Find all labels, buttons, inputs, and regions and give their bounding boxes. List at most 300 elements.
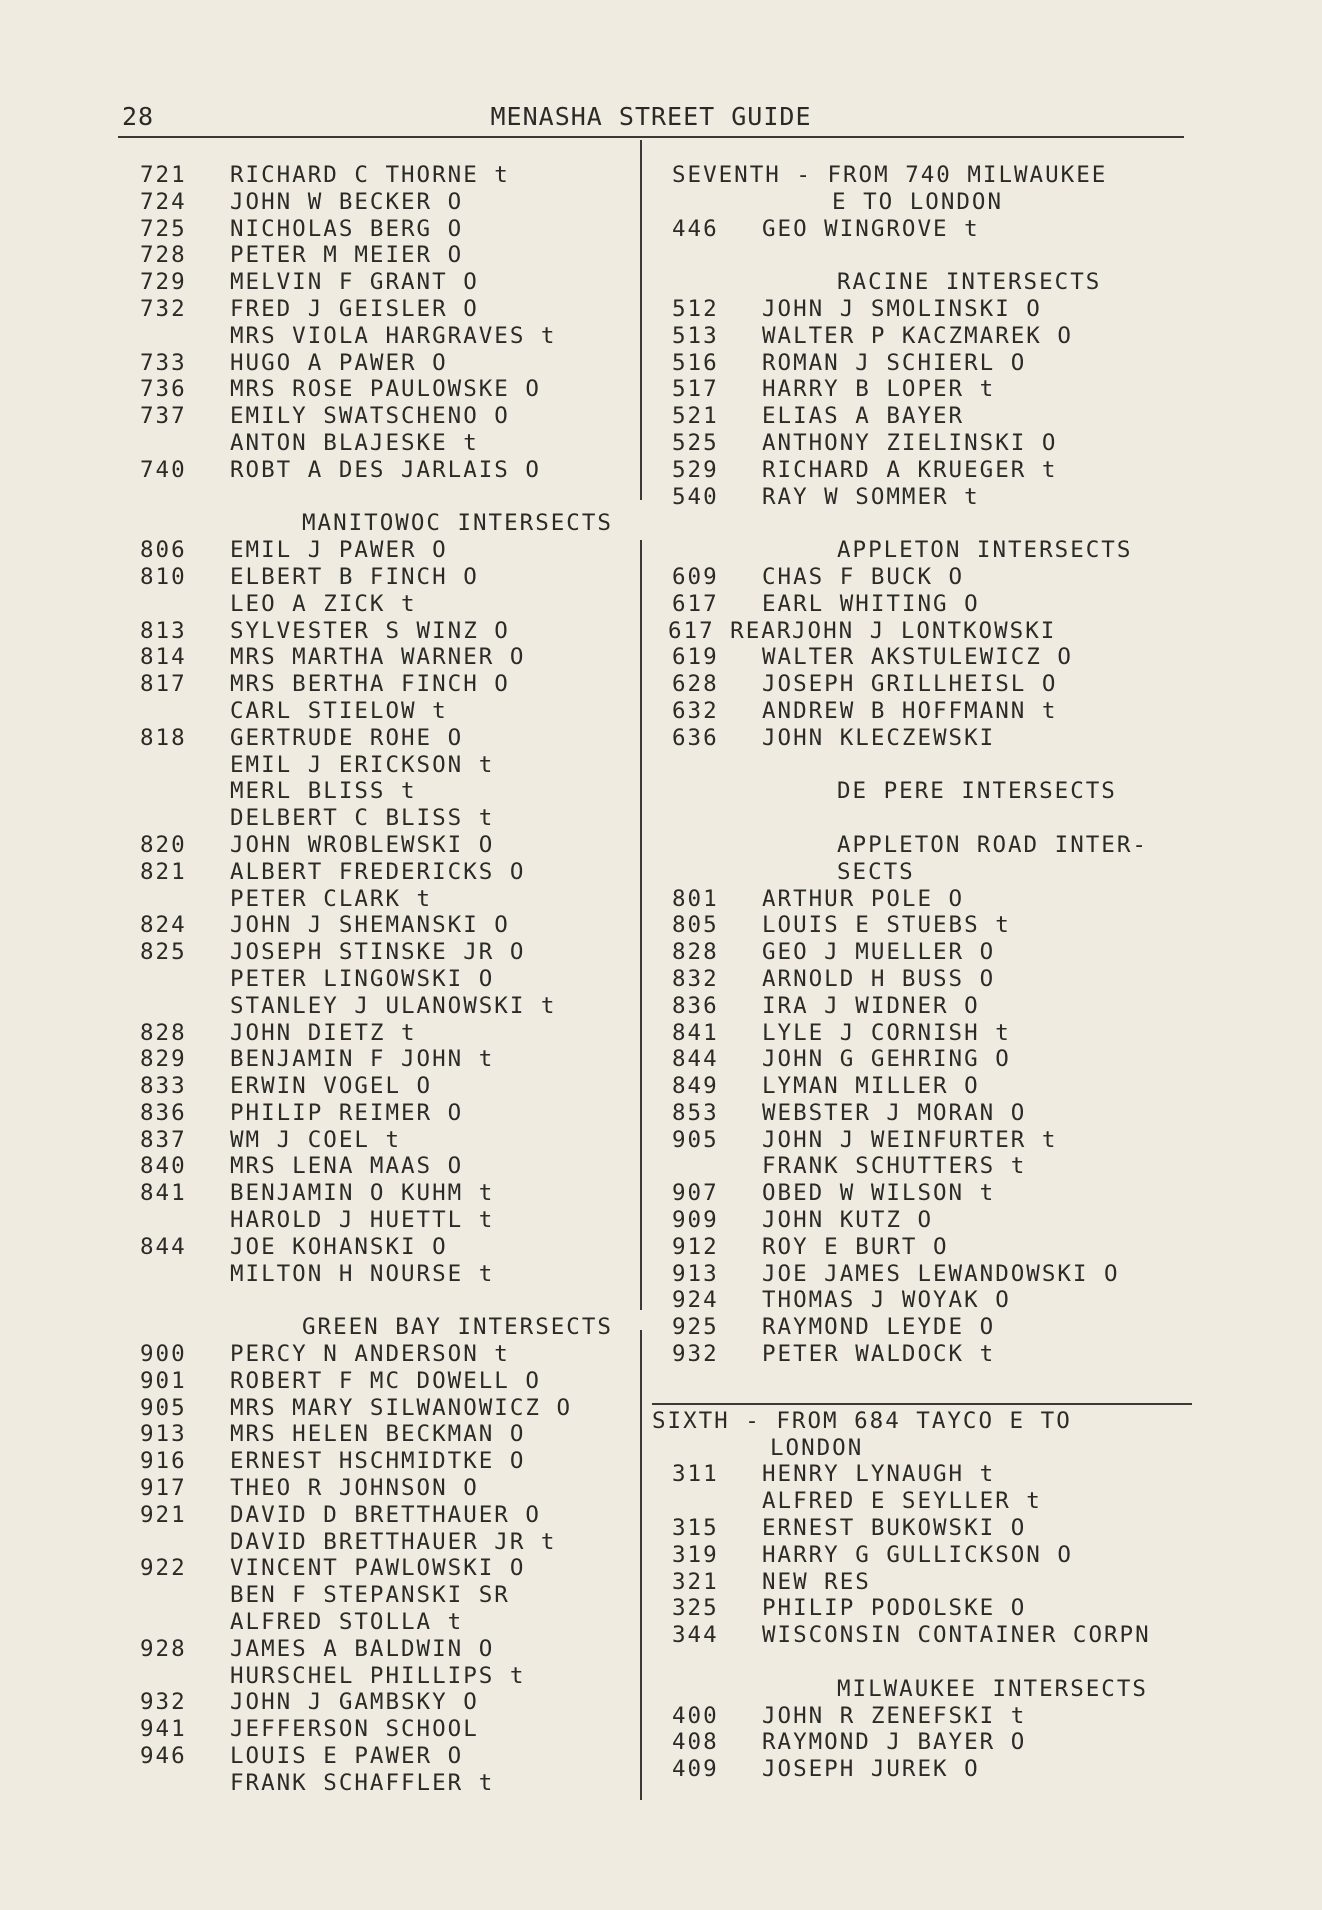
resident-name: JOHN J WEINFURTER t <box>762 1126 1058 1153</box>
resident-name: ELIAS A BAYER <box>762 403 965 430</box>
resident-name: FRED J GEISLER O <box>230 295 479 322</box>
house-number: 321 <box>672 1568 719 1595</box>
directory-entry <box>672 1207 1212 1234</box>
resident-name: JOSEPH JUREK O <box>762 1756 980 1783</box>
directory-entry <box>140 912 640 939</box>
directory-entry <box>140 1395 640 1422</box>
house-number: 617 <box>672 590 719 617</box>
resident-name: WEBSTER J MORAN O <box>762 1099 1027 1126</box>
directory-entry <box>672 912 1212 939</box>
directory-entry <box>140 725 640 752</box>
directory-entry <box>140 537 640 564</box>
house-number: 609 <box>672 563 719 590</box>
intersection-heading: RACINE INTERSECTS <box>837 269 1102 296</box>
directory-entry <box>672 1515 1212 1542</box>
resident-name: JOHN R ZENEFSKI t <box>762 1702 1027 1729</box>
resident-name: CHAS F BUCK O <box>762 563 965 590</box>
resident-name: JOHN KLECZEWSKI <box>762 724 996 751</box>
column-divider-middle <box>640 540 642 1310</box>
resident-name: RICHARD C THORNE t <box>230 162 510 188</box>
directory-entry <box>140 886 640 913</box>
house-number: 315 <box>672 1515 719 1542</box>
resident-name: RAY W SOMMER t <box>762 483 980 510</box>
directory-entry <box>140 1663 640 1690</box>
directory-entry <box>140 1689 640 1716</box>
house-number: 844 <box>140 1233 187 1260</box>
resident-name: JOHN WROBLEWSKI O <box>230 831 495 858</box>
resident-name: WALTER P KACZMAREK O <box>762 322 1073 349</box>
resident-name: HARRY B LOPER t <box>762 376 996 403</box>
resident-name: JEFFERSON SCHOOL <box>230 1716 479 1743</box>
resident-name: RAYMOND J BAYER O <box>762 1729 1027 1756</box>
house-number: 932 <box>672 1341 719 1368</box>
resident-name: RICHARD A KRUEGER t <box>762 456 1058 483</box>
house-number: 833 <box>140 1073 187 1100</box>
resident-name: FRANK SCHUTTERS t <box>762 1153 1027 1180</box>
resident-name: ROBERT F MC DOWELL O <box>230 1367 541 1394</box>
directory-entry <box>672 1595 1212 1622</box>
directory-entry <box>140 698 640 725</box>
house-number: 946 <box>140 1743 187 1770</box>
directory-entry <box>140 752 640 779</box>
directory-entry <box>140 618 640 645</box>
resident-name: MILTON H NOURSE t <box>230 1260 495 1287</box>
resident-name: JOHN J GAMBSKY O <box>230 1689 479 1716</box>
house-number: 905 <box>140 1394 187 1421</box>
resident-name: ROBT A DES JARLAIS O <box>230 456 541 483</box>
house-number: 917 <box>140 1475 187 1502</box>
directory-entry <box>140 671 640 698</box>
house-number: 841 <box>140 1180 187 1207</box>
resident-name: OBED W WILSON t <box>762 1180 996 1207</box>
directory-entry <box>140 1636 640 1663</box>
house-number: 636 <box>672 724 719 751</box>
house-number: 408 <box>672 1729 719 1756</box>
directory-entry <box>140 832 640 859</box>
directory-entry <box>140 323 640 350</box>
directory-entry <box>140 403 640 430</box>
house-number: 446 <box>672 215 719 242</box>
resident-name: HUGO A PAWER O <box>230 349 448 376</box>
resident-name: JOSEPH GRILLHEISL O <box>762 671 1058 698</box>
resident-name: BENJAMIN O KUHM t <box>230 1180 495 1207</box>
directory-entry <box>672 1234 1212 1261</box>
directory-entry <box>672 886 1212 913</box>
running-title: MENASHA STREET GUIDE <box>490 102 812 131</box>
house-number: 737 <box>140 403 187 430</box>
house-number: 825 <box>140 939 187 966</box>
house-number: 821 <box>140 858 187 885</box>
resident-name: EMILY SWATSCHENO O <box>230 403 510 430</box>
intersection-heading: MANITOWOC INTERSECTS <box>302 510 613 537</box>
house-number: 540 <box>672 483 719 510</box>
house-number: 818 <box>140 724 187 751</box>
resident-name: CARL STIELOW t <box>230 697 448 724</box>
directory-entry <box>140 1100 640 1127</box>
house-number: 521 <box>672 403 719 430</box>
directory-entry <box>140 1555 640 1582</box>
house-number: 729 <box>140 269 187 296</box>
house-number: 801 <box>672 885 719 912</box>
house-number: 529 <box>672 456 719 483</box>
directory-entry <box>140 1743 640 1770</box>
directory-entry <box>140 216 640 243</box>
resident-name: SYLVESTER S WINZ O <box>230 617 510 644</box>
directory-entry <box>672 1020 1212 1047</box>
resident-name: ARNOLD H BUSS O <box>762 965 996 992</box>
directory-entry <box>672 430 1212 457</box>
directory-entry <box>672 1287 1212 1314</box>
house-number: 817 <box>140 671 187 698</box>
intersection-heading-cont: SECTS <box>837 858 915 885</box>
house-number: 319 <box>672 1541 719 1568</box>
resident-name: LYLE J CORNISH t <box>762 1019 1011 1046</box>
house-number: 724 <box>140 188 187 215</box>
directory-entry <box>672 939 1212 966</box>
resident-name: MRS LENA MAAS O <box>230 1153 464 1180</box>
directory-entry <box>672 644 1212 671</box>
page-number: 28 <box>122 102 155 131</box>
house-number: 820 <box>140 831 187 858</box>
directory-entry <box>672 1569 1212 1596</box>
directory-entry <box>672 671 1212 698</box>
street-heading: SIXTH - FROM 684 TAYCO E TO <box>652 1407 1072 1434</box>
directory-entry <box>140 1421 640 1448</box>
resident-name: JAMES A BALDWIN O <box>230 1635 495 1662</box>
house-number: 913 <box>672 1260 719 1287</box>
intersection-heading: GREEN BAY INTERSECTS <box>302 1314 613 1341</box>
resident-name: GEO WINGROVE t <box>762 215 980 242</box>
house-number: 325 <box>672 1595 719 1622</box>
resident-name: ERNEST BUKOWSKI O <box>762 1515 1027 1542</box>
right-column <box>652 162 1212 1783</box>
house-number: 928 <box>140 1635 187 1662</box>
directory-entry <box>672 966 1212 993</box>
intersection-heading: APPLETON ROAD INTER- <box>837 831 1148 858</box>
resident-name: MRS MARY SILWANOWICZ O <box>230 1394 573 1421</box>
house-number: 619 <box>672 644 719 671</box>
resident-name: IRA J WIDNER O <box>762 992 980 1019</box>
directory-entry <box>672 1488 1212 1515</box>
directory-entry <box>140 1529 640 1556</box>
street-heading-cont: LONDON <box>770 1434 864 1461</box>
directory-entry <box>140 1716 640 1743</box>
house-number: 916 <box>140 1448 187 1475</box>
resident-name: HENRY LYNAUGH t <box>762 1461 996 1488</box>
directory-entry <box>140 1127 640 1154</box>
resident-name: JOHN J SMOLINSKI O <box>762 295 1042 322</box>
resident-name: PHILIP REIMER O <box>230 1099 464 1126</box>
resident-name: HARRY G GULLICKSON O <box>762 1541 1073 1568</box>
house-number: 941 <box>140 1716 187 1743</box>
house-number: 344 <box>672 1622 719 1649</box>
resident-name: JOHN DIETZ t <box>230 1019 417 1046</box>
directory-entry <box>140 1073 640 1100</box>
house-number: 824 <box>140 912 187 939</box>
directory-entry <box>672 1153 1212 1180</box>
directory-entry <box>672 216 1212 243</box>
resident-name: ERWIN VOGEL O <box>230 1073 433 1100</box>
directory-entry <box>672 457 1212 484</box>
house-number: 925 <box>672 1314 719 1341</box>
directory-entry <box>672 698 1212 725</box>
resident-name: JOHN KUTZ O <box>762 1207 934 1234</box>
resident-name: ANTHONY ZIELINSKI O <box>762 429 1058 456</box>
resident-name: JOHN G GEHRING O <box>762 1046 1011 1073</box>
house-number: 836 <box>140 1099 187 1126</box>
left-column <box>140 162 640 1797</box>
directory-entry <box>672 564 1212 591</box>
directory-entry <box>672 1314 1212 1341</box>
directory-entry <box>140 1207 640 1234</box>
resident-name: MERL BLISS t <box>230 778 417 805</box>
directory-entry <box>672 1622 1212 1649</box>
directory-entry <box>672 1180 1212 1207</box>
resident-name: MRS VIOLA HARGRAVES t <box>230 322 557 349</box>
resident-name: WISCONSIN CONTAINER CORPN <box>762 1622 1151 1649</box>
directory-entry <box>140 1448 640 1475</box>
resident-name: JOHN J SHEMANSKI O <box>230 912 510 939</box>
resident-name: GEO J MUELLER O <box>762 939 996 966</box>
house-number: 409 <box>672 1756 719 1783</box>
house-number: 740 <box>140 456 187 483</box>
directory-entry <box>140 939 640 966</box>
house-number: 841 <box>672 1019 719 1046</box>
house-number: 516 <box>672 349 719 376</box>
resident-name: BEN F STEPANSKI SR <box>230 1582 510 1609</box>
directory-entry <box>140 1582 640 1609</box>
house-number: 736 <box>140 376 187 403</box>
directory-entry <box>140 591 640 618</box>
resident-name: JOHN J LONTKOWSKI <box>792 617 1057 644</box>
house-number: 921 <box>140 1501 187 1528</box>
house-number: 513 <box>672 322 719 349</box>
house-number: 901 <box>140 1367 187 1394</box>
directory-entry <box>140 269 640 296</box>
house-number: 828 <box>140 1019 187 1046</box>
resident-name: ALBERT FREDERICKS O <box>230 858 526 885</box>
house-number: 813 <box>140 617 187 644</box>
resident-name: STANLEY J ULANOWSKI t <box>230 992 557 1019</box>
intersection-heading: MILWAUKEE INTERSECTS <box>837 1675 1148 1702</box>
resident-name: JOHN W BECKER O <box>230 188 464 215</box>
directory-entry <box>140 350 640 377</box>
directory-entry <box>672 1542 1212 1569</box>
directory-entry <box>140 778 640 805</box>
house-number: 628 <box>672 671 719 698</box>
resident-name: ANTON BLAJESKE t <box>230 429 479 456</box>
resident-name: NICHOLAS BERG O <box>230 215 464 242</box>
house-number: 728 <box>140 242 187 269</box>
resident-name: THOMAS J WOYAK O <box>762 1287 1011 1314</box>
resident-name: JOE JAMES LEWANDOWSKI O <box>762 1260 1120 1287</box>
house-number: 732 <box>140 295 187 322</box>
resident-name: THEO R JOHNSON O <box>230 1475 479 1502</box>
directory-entry <box>140 242 640 269</box>
directory-entry <box>140 1180 640 1207</box>
directory-entry <box>140 1475 640 1502</box>
directory-entry <box>672 1127 1212 1154</box>
house-number: 844 <box>672 1046 719 1073</box>
resident-name: HAROLD J HUETTL t <box>230 1207 495 1234</box>
directory-entry <box>672 296 1212 323</box>
house-number: 932 <box>140 1689 187 1716</box>
directory-entry <box>140 457 640 484</box>
page-header <box>118 100 1184 138</box>
house-number: 905 <box>672 1126 719 1153</box>
resident-name: MELVIN F GRANT O <box>230 269 479 296</box>
house-number: 853 <box>672 1099 719 1126</box>
house-number: 922 <box>140 1555 187 1582</box>
directory-entry <box>672 1729 1212 1756</box>
resident-name: JOE KOHANSKI O <box>230 1233 448 1260</box>
resident-name: RAYMOND LEYDE O <box>762 1314 996 1341</box>
resident-name: MRS BERTHA FINCH O <box>230 671 510 698</box>
resident-name: WALTER AKSTULEWICZ O <box>762 644 1073 671</box>
directory-entry <box>672 323 1212 350</box>
resident-name: PETER CLARK t <box>230 885 433 912</box>
house-number: 311 <box>672 1461 719 1488</box>
directory-entry <box>672 993 1212 1020</box>
directory-entry <box>140 162 640 189</box>
house-number: 814 <box>140 644 187 671</box>
house-number: 806 <box>140 537 187 564</box>
resident-name: LOUIS E STUEBS t <box>762 912 1011 939</box>
directory-entry <box>140 644 640 671</box>
directory-entry <box>140 1020 640 1047</box>
house-number: 907 <box>672 1180 719 1207</box>
resident-name: MRS MARTHA WARNER O <box>230 644 526 671</box>
resident-name: HURSCHEL PHILLIPS t <box>230 1662 526 1689</box>
directory-entry <box>140 1368 640 1395</box>
street-heading-cont: E TO LONDON <box>832 188 1004 215</box>
directory-entry <box>672 376 1212 403</box>
house-number: 617 REAR <box>668 617 793 644</box>
resident-name: LOUIS E PAWER O <box>230 1743 464 1770</box>
resident-name: DELBERT C BLISS t <box>230 805 495 832</box>
directory-entry <box>140 993 640 1020</box>
house-number: 837 <box>140 1126 187 1153</box>
directory-entry <box>672 403 1212 430</box>
resident-name: BENJAMIN F JOHN t <box>230 1046 495 1073</box>
resident-name: DAVID BRETTHAUER JR t <box>230 1528 557 1555</box>
resident-name: ARTHUR POLE O <box>762 885 965 912</box>
directory-entry <box>140 1261 640 1288</box>
directory-entry <box>672 1756 1212 1783</box>
resident-name: ERNEST HSCHMIDTKE O <box>230 1448 526 1475</box>
house-number: 733 <box>140 349 187 376</box>
column-divider-lower <box>640 1330 642 1800</box>
resident-name: PHILIP PODOLSKE O <box>762 1595 1027 1622</box>
resident-name: WM J COEL t <box>230 1126 402 1153</box>
directory-entry <box>140 966 640 993</box>
house-number: 836 <box>672 992 719 1019</box>
directory-entry <box>140 1609 640 1636</box>
directory-entry <box>672 350 1212 377</box>
resident-name: PETER LINGOWSKI O <box>230 965 495 992</box>
directory-entry <box>140 805 640 832</box>
column-divider-upper <box>640 140 642 500</box>
resident-name: ROMAN J SCHIERL O <box>762 349 1027 376</box>
house-number: 805 <box>672 912 719 939</box>
directory-entry <box>140 189 640 216</box>
house-number: 913 <box>140 1421 187 1448</box>
directory-entry <box>672 1100 1212 1127</box>
resident-name: EARL WHITING O <box>762 590 980 617</box>
resident-name: ROY E BURT O <box>762 1233 949 1260</box>
directory-entry <box>140 859 640 886</box>
directory-entry <box>672 1046 1212 1073</box>
directory-entry <box>140 564 640 591</box>
resident-name: LYMAN MILLER O <box>762 1073 980 1100</box>
directory-entry <box>672 1341 1212 1368</box>
house-number: 525 <box>672 429 719 456</box>
directory-entry <box>140 430 640 457</box>
house-number: 840 <box>140 1153 187 1180</box>
street-heading: SEVENTH - FROM 740 MILWAUKEE <box>672 162 1108 188</box>
resident-name: NEW RES <box>762 1568 871 1595</box>
house-number: 721 <box>140 162 187 188</box>
directory-entry <box>672 484 1212 511</box>
house-number: 832 <box>672 965 719 992</box>
directory-entry <box>668 617 1212 645</box>
directory-entry <box>140 1341 640 1368</box>
intersection-heading: APPLETON INTERSECTS <box>837 537 1133 564</box>
house-number: 512 <box>672 295 719 322</box>
intersection-heading: DE PERE INTERSECTS <box>837 778 1117 805</box>
directory-entry <box>140 376 640 403</box>
resident-name: MRS HELEN BECKMAN O <box>230 1421 526 1448</box>
resident-name: DAVID D BRETTHAUER O <box>230 1501 541 1528</box>
house-number: 909 <box>672 1207 719 1234</box>
resident-name: MRS ROSE PAULOWSKE O <box>230 376 541 403</box>
house-number: 517 <box>672 376 719 403</box>
resident-name: ANDREW B HOFFMANN t <box>762 697 1058 724</box>
resident-name: PERCY N ANDERSON t <box>230 1341 510 1368</box>
directory-entry <box>140 1234 640 1261</box>
resident-name: ELBERT B FINCH O <box>230 563 479 590</box>
directory-entry <box>672 1461 1212 1488</box>
directory-entry <box>140 296 640 323</box>
house-number: 400 <box>672 1702 719 1729</box>
resident-name: GERTRUDE ROHE O <box>230 724 464 751</box>
resident-name: PETER M MEIER O <box>230 242 464 269</box>
house-number: 900 <box>140 1341 187 1368</box>
resident-name: ALFRED STOLLA t <box>230 1609 464 1636</box>
directory-entry <box>140 1046 640 1073</box>
house-number: 810 <box>140 563 187 590</box>
directory-entry <box>672 725 1212 752</box>
directory-entry <box>140 1153 640 1180</box>
house-number: 924 <box>672 1287 719 1314</box>
house-number: 828 <box>672 939 719 966</box>
directory-entry <box>140 1770 640 1797</box>
resident-name: ALFRED E SEYLLER t <box>762 1488 1042 1515</box>
resident-name: FRANK SCHAFFLER t <box>230 1769 495 1796</box>
resident-name: LEO A ZICK t <box>230 590 417 617</box>
resident-name: EMIL J PAWER O <box>230 537 448 564</box>
directory-entry <box>140 1502 640 1529</box>
resident-name: JOSEPH STINSKE JR O <box>230 939 526 966</box>
directory-entry <box>672 1703 1212 1730</box>
directory-entry <box>672 1073 1212 1100</box>
directory-entry <box>672 1261 1212 1288</box>
house-number: 912 <box>672 1233 719 1260</box>
directory-entry <box>672 591 1212 618</box>
house-number: 849 <box>672 1073 719 1100</box>
resident-name: EMIL J ERICKSON t <box>230 751 495 778</box>
resident-name: VINCENT PAWLOWSKI O <box>230 1555 526 1582</box>
